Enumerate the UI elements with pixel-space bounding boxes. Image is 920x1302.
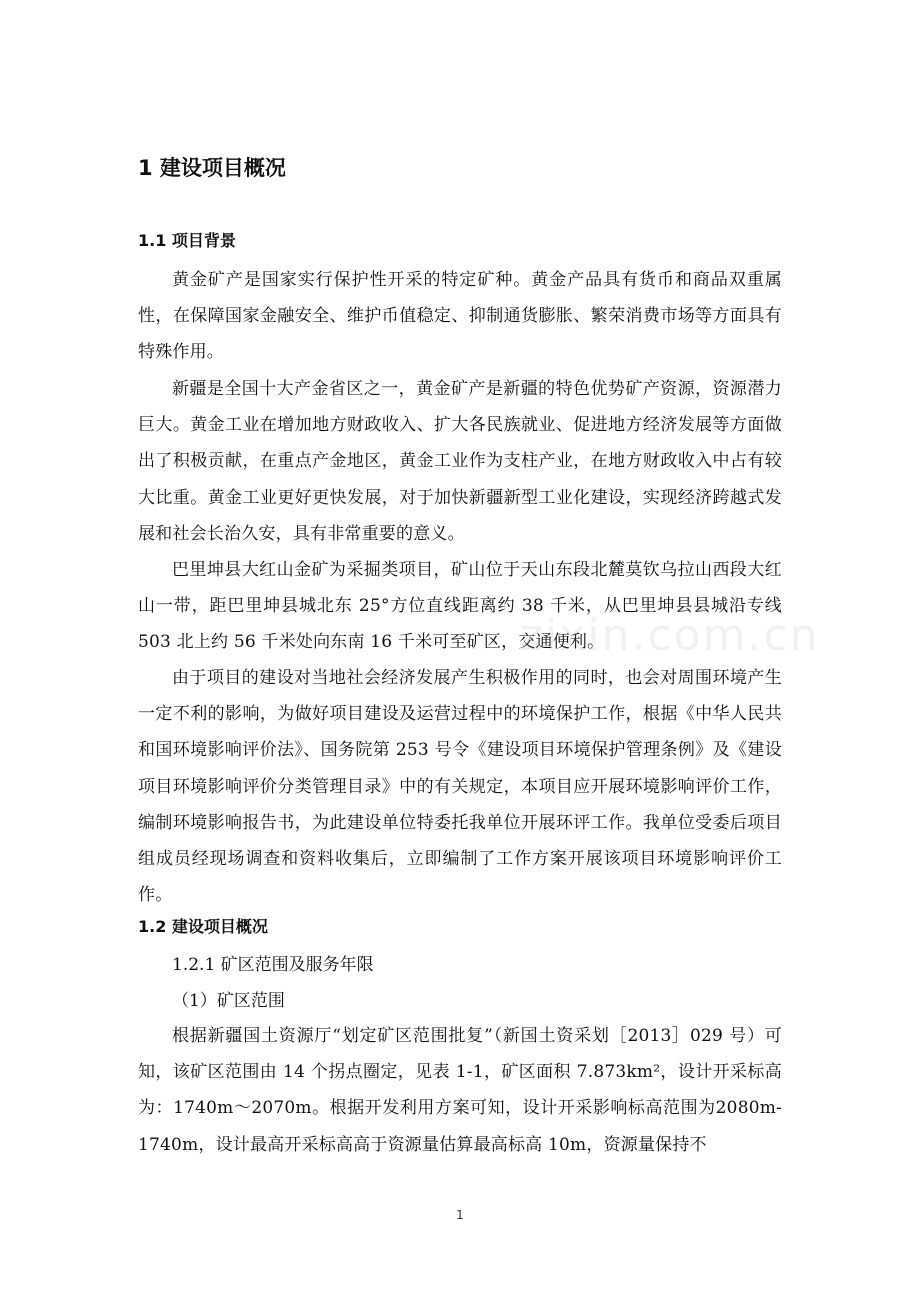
watermark: zixin.com.cn: [520, 610, 820, 661]
page-number: 1: [456, 1208, 464, 1222]
paragraph-environmental-assessment: 由于项目的建设对当地社会经济发展产生积极作用的同时，也会对周围环境产生一定不利的影响，为做好项目建设及运营过程中的环境保护工作，根据《中华人民共和国环境影响评价法》、国务院第 253 号令《建设项目环境保护管理条例》及《建设项目环境影响评价分类管理目录》中的有关规定，本项目应开展环境影响评价工作，编制环境影响报告书，为此建设单位特委托我单位开展环评工作。我单位受委后项目组成员经现场调查和资料收集后，立即编制了工作方案开展该项目环境影响评价工作。: [138, 668, 782, 906]
paragraph-project-location: 巴里坤县大红山金矿为采掘类项目，矿山位于天山东段北麓莫钦乌拉山西段大红山一带，距巴里坤县城北东 25°方位直线距离约 38 千米，从巴里坤县县城沿专线 503 北上约 56 千米处向东南 16 千米可至矿区，交通便利。: [138, 560, 782, 653]
section-heading-1-1: 1.1 项目背景: [138, 231, 236, 250]
item-mining-area-range: （1）矿区范围: [172, 991, 285, 1011]
paragraph-gold-mineral: 黄金矿产是国家实行保护性开采的特定矿种。黄金产品具有货币和商品双重属性，在保障国家金融安全、维护币值稳定、抑制通货膨胀、繁荣消费市场等方面具有特殊作用。: [138, 270, 782, 363]
subsection-heading-1-2-1: 1.2.1 矿区范围及服务年限: [172, 955, 374, 975]
paragraph-mining-area: 根据新疆国土资源厅“划定矿区范围批复”（新国土资采划［2013］029 号）可知，该矿区范围由 14 个拐点圈定，见表 1-1，矿区面积 7.873km²，设计开采标高为：1740m～2070m。根据开发利用方案可知，设计开采影响标高范围为2080m-1740m，设计最高开采标高高于资源量估算最高标高 10m，资源量保持不: [138, 1026, 782, 1155]
paragraph-xinjiang-gold: 新疆是全国十大产金省区之一，黄金矿产是新疆的特色优势矿产资源，资源潜力巨大。黄金工业在增加地方财政收入、扩大各民族就业、促进地方经济发展等方面做出了积极贡献，在重点产金地区，黄金工业作为支柱产业，在地方财政收入中占有较大比重。黄金工业更好更快发展，对于加快新疆新型工业化建设，实现经济跨越式发展和社会长治久安，具有非常重要的意义。: [138, 379, 782, 544]
section-heading-1-2: 1.2 建设项目概况: [138, 917, 268, 936]
chapter-heading: 1 建设项目概况: [138, 156, 286, 180]
